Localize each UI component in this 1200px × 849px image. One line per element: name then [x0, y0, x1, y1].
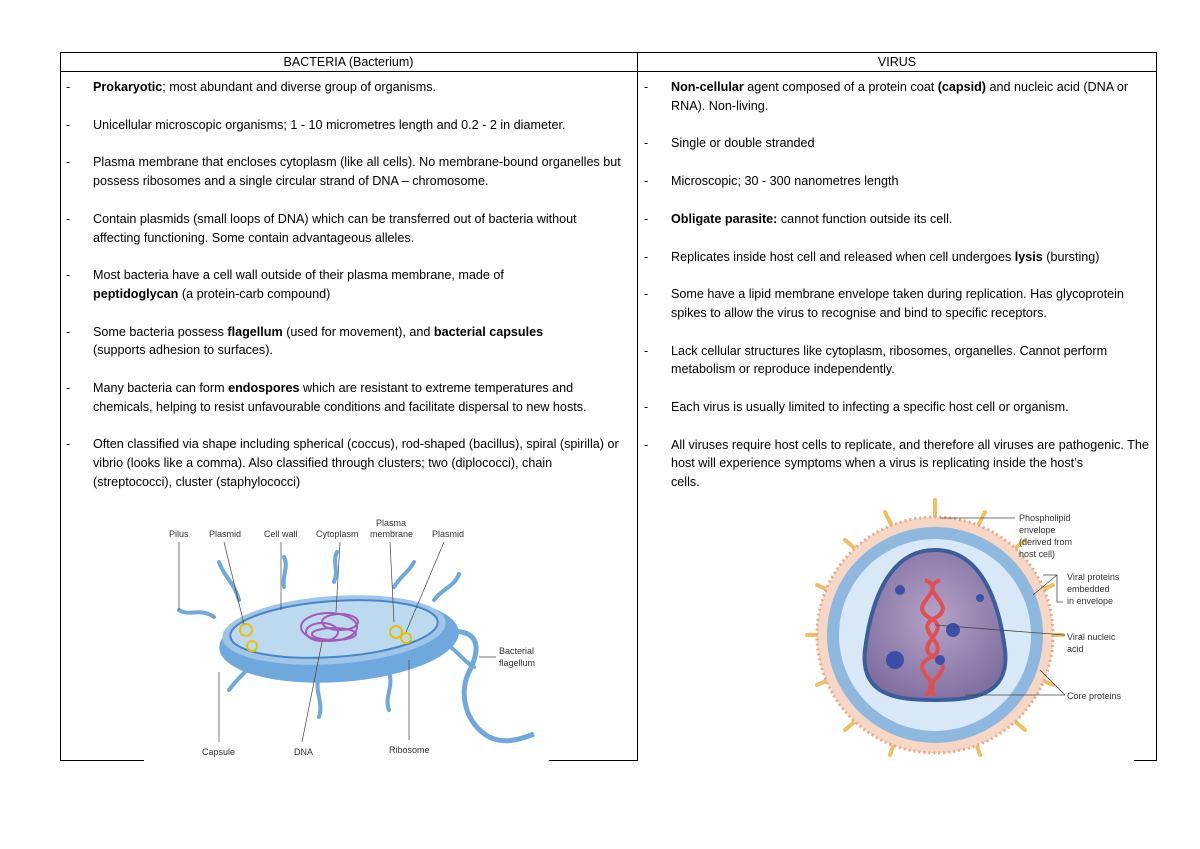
bacteria-point-3: - Plasma membrane that encloses cytoplasm (like all cells). No membrane-bound organelles but possess ribosomes and a single circular strand of DNA – chromosome. [60, 153, 628, 190]
virus-label-phospholipid-4: host cell) [1019, 549, 1056, 559]
bacteria-point-4: - Contain plasmids (small loops of DNA) which can be transferred out of bacteria without affecting functioning. Some contain advantageous alleles. [60, 210, 613, 247]
bacteria-column [60, 78, 635, 492]
virus-point-8: - Each virus is usually limited to infecting a specific host cell or organism. [638, 398, 1156, 417]
bacteria-point-8: - Often classified via shape including spherical (coccus), rod-shaped (bacillus), spiral (spirilla) or vibrio (looks like a comma). Also classified through clusters; two (diplococci), chain (streptococci), cluster (staphylococci) [60, 435, 628, 491]
bottom-border-left [60, 760, 144, 761]
virus-label-phospholipid-1: Phospholipid [1019, 513, 1071, 523]
label-cytoplasm: Cytoplasm [316, 529, 359, 539]
virus-diagram [775, 490, 1145, 760]
virus-label-proteins-2: embedded [1067, 584, 1110, 594]
virus-column [638, 78, 1156, 492]
bacteria-point-6: - Some bacteria possess flagellum (used for movement), and bacterial capsules (supports adhesion to surfaces). [60, 323, 593, 360]
label-dna: DNA [294, 747, 314, 757]
virus-label-proteins-1: Viral proteins [1067, 572, 1120, 582]
label-capsule: Capsule [202, 747, 236, 757]
bacteria-point-7: - Many bacteria can form endospores which are resistant to extreme temperatures and chemicals, helping to resist unfavourable conditions and facilitate dispersal to new hosts. [60, 379, 633, 416]
bacteria-point-5: - Most bacteria have a cell wall outside of their plasma membrane, made of peptidoglycan (a protein-carb compound) [60, 266, 513, 303]
virus-point-3: - Microscopic; 30 - 300 nanometres length [638, 172, 1156, 191]
table-top-border [60, 52, 1157, 53]
virus-point-2: - Single or double stranded [638, 134, 1156, 153]
virus-label-nucleic-1: Viral nucleic [1067, 632, 1116, 642]
label-plasma: Plasma [376, 518, 407, 528]
virus-point-7: - Lack cellular structures like cytoplasm, ribosomes, organelles. Cannot perform metabolism or reproduce independently. [638, 342, 1141, 379]
header-divider [60, 71, 1157, 72]
virus-label-phospholipid-3: (derived from [1019, 537, 1073, 547]
label-pilus: Pilus [169, 529, 189, 539]
virus-point-9: - All viruses require host cells to replicate, and therefore all viruses are pathogenic. The host will experience symptoms when a virus is replicating inside the host’s cells. [638, 436, 1151, 492]
virus-label-proteins-3: in envelope [1067, 596, 1114, 606]
bottom-border-right [1134, 760, 1157, 761]
virus-label-nucleic-2: acid [1067, 644, 1084, 654]
bacteria-point-2: - Unicellular microscopic organisms; 1 - 10 micrometres length and 0.2 - 2 in diameter. [60, 116, 635, 135]
virus-header: VIRUS [877, 55, 917, 69]
virus-label-phospholipid-2: envelope [1019, 525, 1056, 535]
virus-point-5: - Replicates inside host cell and released when cell undergoes lysis (bursting) [638, 248, 1161, 267]
label-plasmid-right: Plasmid [432, 529, 465, 539]
label-ribosome: Ribosome [389, 745, 430, 755]
virus-label-core-proteins: Core proteins [1067, 691, 1122, 701]
virus-point-1: - Non-cellular agent composed of a protein coat (capsid) and nucleic acid (DNA or RNA). Non-living. [638, 78, 1141, 115]
label-membrane: membrane [370, 529, 414, 539]
bacteria-diagram [144, 512, 549, 762]
bacteria-header: BACTERIA (Bacterium) [283, 55, 414, 69]
bottom-border-middle [549, 760, 637, 761]
label-cell-wall: Cell wall [264, 529, 298, 539]
bacteria-point-1: - Prokaryotic; most abundant and diverse group of organisms. [60, 78, 635, 97]
label-bacterial: Bacterial [499, 646, 535, 656]
virus-point-4: - Obligate parasite: cannot function outside its cell. [638, 210, 1156, 229]
table-right-border [1156, 52, 1157, 761]
virus-point-6: - Some have a lipid membrane envelope taken during replication. Has glycoprotein spikes to allow the virus to recognise and bind to specific receptors. [638, 285, 1141, 322]
label-flagellum: flagellum [499, 658, 536, 668]
label-plasmid-left: Plasmid [209, 529, 242, 539]
